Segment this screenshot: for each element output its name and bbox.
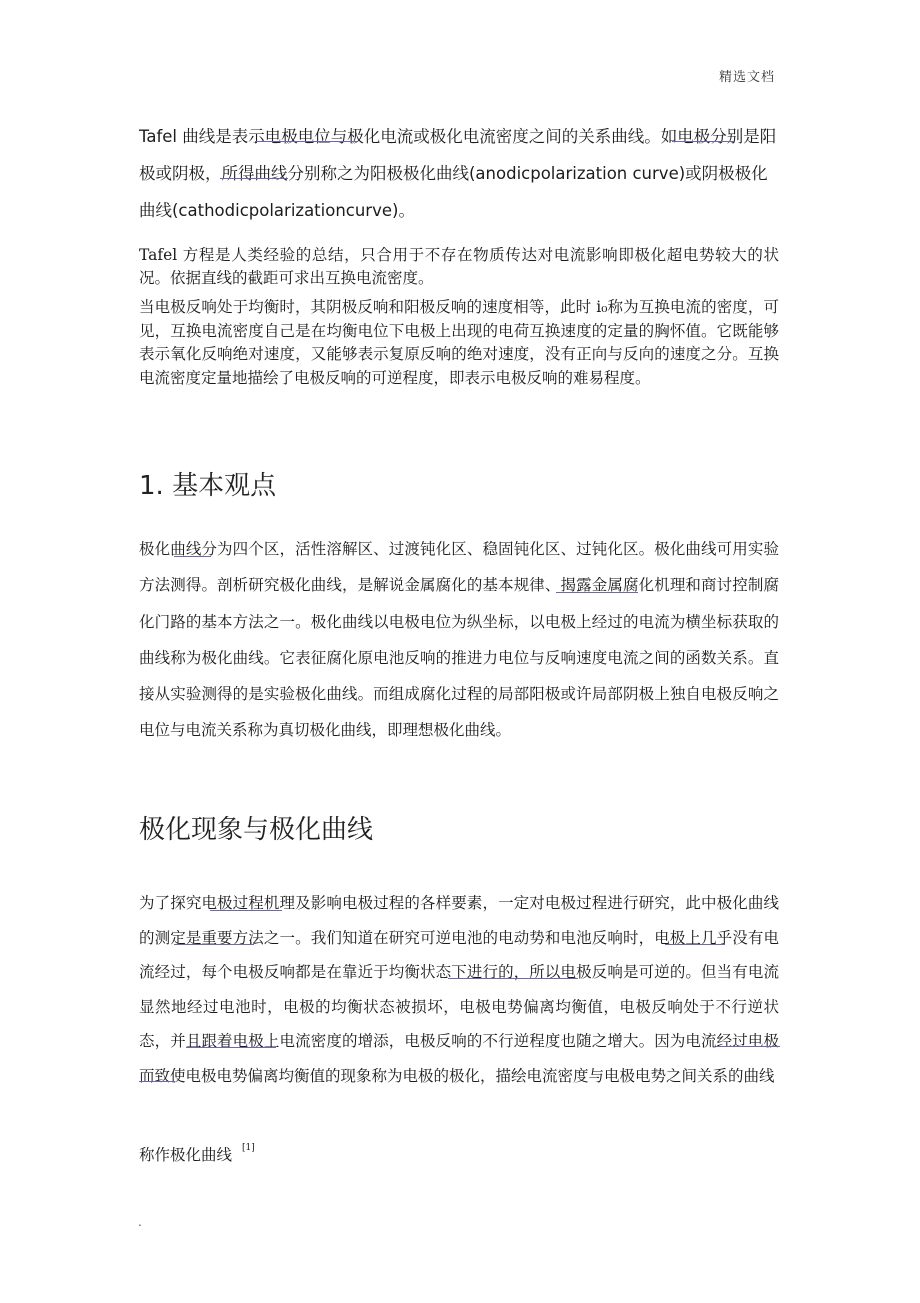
edit-underline (255, 141, 358, 142)
edit-underline (672, 141, 734, 142)
edit-underline (210, 910, 282, 911)
edit-underline (716, 1046, 780, 1047)
page-header-label: 精选文档 (718, 70, 775, 85)
tafel-definition-paragraph: Tafel 曲线是表示电极电位与极化电流或极化电流密度之间的关系曲线。如电极分别是阳极或阴极，所得曲线分别称之为阳极极化曲线(anodicpolarization curve)或阴极极化曲线(cathodicpolarizationcurve)。 (139, 127, 777, 220)
basic-concepts-paragraph: 极化曲线分为四个区，活性溶解区、过渡钝化区、稳固钝化区、过钝化区。极化曲线可用实验方法测得。剖析研究极化曲线，是解说金属腐化的基本规律、揭露金属腐化机理和商讨控制腐化门路的基本方法之一。极化曲线以电极电位为纵坐标，以电极上经过的电流为横坐标获取的曲线称为极化曲线。它表征腐化原电池反响的推进力电位与反响速度电流之间的函数关系。直接从实验测得的是实验极化曲线。而组成腐化过程的局部阳极或许局部阴极上独自电极反响之电位与电流关系称为真切极化曲线，即理想极化曲线。 (139, 540, 779, 740)
section-heading-basic-concepts: 1. 基本观点 (139, 471, 277, 501)
citation-marker: [1] (242, 1143, 255, 1153)
polarization-paragraph: 为了探究电极过程机理及影响电极过程的各样要素，一定对电极过程进行研究，此中极化曲线的测定是重要方法之一。我们知道在研究可逆电池的电动势和电池反响时，电极上几乎没有电流经过，每个电极反响都是在靠近于均衡状态下进行的，所以电极反响是可逆的。但当有电流显然地经过电池时，电极的均衡状态被损坏，电极电势偏离均衡值，电极反响处于不行逆状态，并且跟着电极上电流密度的增添，电极反响的不行逆程度也随之增大。因为电流经过电极而致使电极电势偏离均衡值的现象称为电极的极化，描绘电流密度与电极电势之间关系的曲线 (139, 894, 779, 1085)
section-heading-polarization: 极化现象与极化曲线 (139, 815, 374, 845)
last-line-text: 称作极化曲线 (139, 1146, 233, 1164)
edit-underline (556, 592, 638, 593)
tafel-equation-paragraph: Tafel 方程是人类经验的总结，只合用于不存在物质传达对电流影响即极化超电势较大的状况。依据直线的截距可求出互换电流密度。 (139, 246, 779, 287)
polarization-last-line (139, 1134, 255, 1169)
footer-mark: . (138, 1215, 142, 1229)
edit-underline (174, 556, 211, 557)
edit-underline (448, 978, 578, 979)
edit-underline (220, 178, 288, 179)
edit-underline (665, 944, 725, 945)
edit-underline (186, 1047, 276, 1048)
edit-underline (174, 944, 254, 945)
exchange-current-paragraph: 当电极反响处于均衡时，其阴极反响和阳极反响的速度相等，此时 i₀称为互换电流的密度，可见，互换电流密度自己是在均衡电位下电极上出现的电荷互换速度的定量的胸怀值。它既能够表示氧化反响绝对速度，又能够表示复原反响的绝对速度，没有正向与反向的速度之分。互换电流密度定量地描绘了电极反响的可逆程度，即表示电极反响的难易程度。 (139, 298, 779, 387)
edit-underline (139, 1081, 175, 1082)
